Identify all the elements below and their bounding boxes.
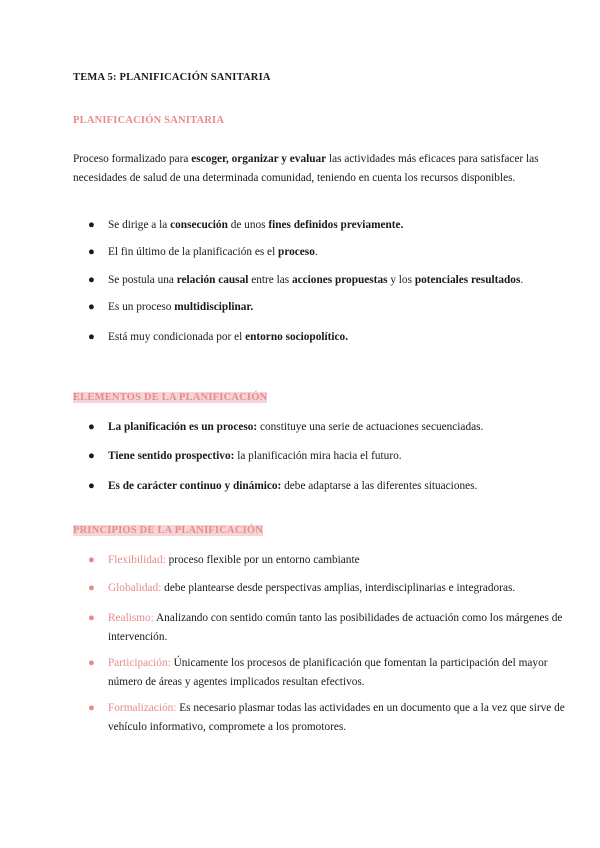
text: .: [314, 246, 318, 258]
bullet-icon: ●: [88, 582, 95, 594]
bullet-icon: ●: [88, 657, 95, 669]
list-item: [88, 579, 573, 598]
bullet-icon: ●: [88, 612, 95, 624]
highlighted-heading: ELEMENTOS DE LA PLANIFICACIÓN: [73, 392, 268, 403]
bullet-icon: ●: [88, 274, 95, 286]
bold-text: consecución: [170, 219, 228, 231]
section-heading-principios: [73, 521, 573, 540]
list-item: [88, 654, 573, 692]
list-item: [88, 298, 573, 317]
bullet-icon: ●: [88, 554, 95, 566]
section-heading-planificacion: PLANIFICACIÓN SANITARIA: [73, 115, 225, 126]
text: Se postula una: [108, 274, 177, 286]
list-item: [88, 271, 573, 290]
term: Flexibilidad:: [108, 554, 166, 566]
bold-text: La planificación es un proceso:: [108, 421, 258, 433]
bold-text: relación causal: [176, 274, 249, 286]
text: Está muy condicionada por el: [108, 331, 246, 343]
text: Únicamente los procesos de planificación que fomentan la participación del mayor número de áreas y agentes implicados resultan efectivos.: [108, 657, 548, 688]
text: Es un proceso: [108, 301, 175, 313]
text: Se dirige a la: [108, 219, 171, 231]
text: El fin último de la planificación es el: [108, 246, 279, 258]
text: constituye una serie de actuaciones secuenciadas.: [257, 421, 484, 433]
bullet-icon: ●: [88, 702, 95, 714]
list-item: [88, 418, 573, 437]
term: Formalización:: [108, 702, 177, 714]
bold-text: escoger, organizar y evaluar: [191, 153, 327, 165]
bold-text: Tiene sentido prospectivo:: [108, 450, 235, 462]
bullet-icon: ●: [88, 219, 95, 231]
text: y los: [387, 274, 415, 286]
section-heading-elementos: [73, 388, 573, 407]
text: entre las: [248, 274, 292, 286]
list-item: [88, 243, 573, 262]
text: Proceso formalizado para: [73, 153, 192, 165]
document-title: TEMA 5: PLANIFICACIÓN SANITARIA: [73, 72, 271, 83]
text: las actividades más eficaces para satisfacer las necesidades de salud de una determinada comunidad, teniendo en cuenta los recursos disponibles.: [73, 153, 539, 184]
list-item: [88, 609, 573, 647]
list-item: [88, 477, 573, 496]
intro-paragraph: [73, 150, 573, 188]
bold-text: fines definidos previamente.: [268, 219, 404, 231]
bullet-icon: ●: [88, 480, 95, 492]
bold-text: proceso: [278, 246, 315, 258]
list-item: [88, 447, 573, 466]
list-item: [88, 551, 573, 570]
text: Es necesario plasmar todas las actividades en un documento que a la vez que sirve de vehículo informativo, compromete a los promotores.: [108, 702, 565, 733]
bold-text: entorno sociopolítico.: [245, 331, 349, 343]
bullet-icon: ●: [88, 246, 95, 258]
list-item: [88, 699, 573, 737]
bullet-icon: ●: [88, 301, 95, 313]
text: la planificación mira hacia el futuro.: [234, 450, 402, 462]
text: debe adaptarse a las diferentes situaciones.: [281, 480, 478, 492]
text: proceso flexible por un entorno cambiante: [165, 554, 360, 566]
text: debe plantearse desde perspectivas amplias, interdisciplinarias e integradoras.: [161, 582, 516, 594]
bold-text: multidisciplinar.: [174, 301, 254, 313]
text: de unos: [227, 219, 269, 231]
bold-text: potenciales resultados: [414, 274, 521, 286]
list-item: [88, 216, 573, 235]
term: Participación:: [108, 657, 171, 669]
bullet-icon: ●: [88, 331, 95, 343]
bold-text: Es de carácter continuo y dinámico:: [108, 480, 282, 492]
list-item: [88, 328, 573, 347]
bullet-icon: ●: [88, 450, 95, 462]
text: Analizando con sentido común tanto las posibilidades de actuación como los márgenes de intervención.: [108, 612, 563, 643]
highlighted-heading: PRINCIPIOS DE LA PLANIFICACIÓN: [73, 525, 264, 536]
term: Realismo:: [108, 612, 154, 624]
bold-text: acciones propuestas: [291, 274, 388, 286]
term: Globalidad:: [108, 582, 162, 594]
text: .: [520, 274, 524, 286]
bullet-icon: ●: [88, 421, 95, 433]
